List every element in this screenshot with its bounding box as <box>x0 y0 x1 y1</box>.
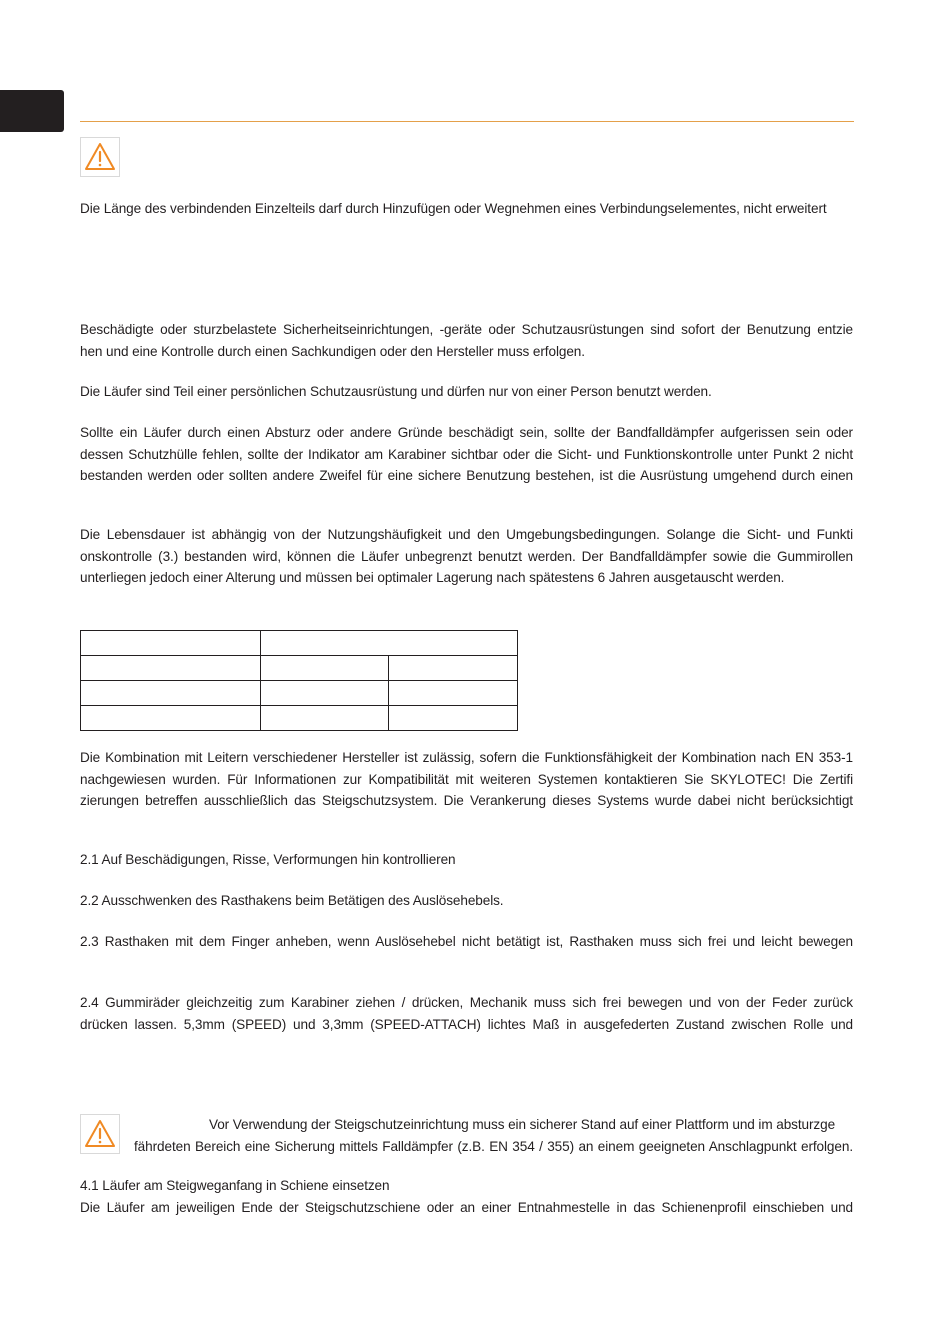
check-item-2-4: 2.4 Gummiräder gleichzeitig zum Karabiner ziehen / drücken, Mechanik muss sich frei bewegen und von der Feder zurück drücken lassen. 5,3mm (SPEED) und 3,3mm (SPEED-ATTACH) lichtes Maß in ausgefederten Zustand zwischen Rolle und <box>80 995 853 1032</box>
table-row <box>81 656 518 681</box>
paragraph-damaged-equipment: Beschädigte oder sturzbelastete Sicherheitseinrichtungen, -geräte oder Schutzausrüstungen sind sofort der Benutzung entzie hen und eine Kontrolle durch einen Sachkundigen oder den Hersteller muss erfolgen. <box>80 322 853 359</box>
table-cell <box>261 681 389 706</box>
table-row <box>81 706 518 731</box>
table-row <box>81 631 518 656</box>
paragraph-single-person: Die Läufer sind Teil einer persönlichen Schutzausrüstung und dürfen nur von einer Person benutzt werden. <box>80 384 712 399</box>
table-cell <box>81 656 261 681</box>
table-cell <box>81 631 261 656</box>
paragraph-ladder-combination: Die Kombination mit Leitern verschiedener Hersteller ist zulässig, sofern die Funktionsfähigkeit der Kombination nach EN 353-1 nachgewiesen wurden. Für Informationen zur Kompatibilität mit weiteren Systemen kontaktieren Sie SKYLOTEC! Die Zertifi zierungen betreffen ausschließlich das Steigschutzsystem. Die Verankerung dieses Systems wurde dabei nicht berücksichtigt <box>80 750 853 808</box>
warning-usage-notice: Vor Verwendung der Steigschutzeinrichtung muss ein sicherer Stand auf einer Plattform und im absturzge fährdeten Bereich eine Sicherung mittels Falldämpfer (z.B. EN 354 / 355) an einem geeigneten Anschlagpunkt erfolgen. <box>134 1117 853 1154</box>
table-cell <box>81 706 261 731</box>
table-cell <box>389 656 518 681</box>
paragraph-insert-runner: 4.1 Läufer am Steigweganfang in Schiene einsetzen Die Läufer am jeweiligen Ende der Steigschutzschiene oder an einer Entnahmestelle in das Schienenprofil einschieben und <box>80 1178 853 1215</box>
check-item-2-2: 2.2 Ausschwenken des Rasthakens beim Betätigen des Auslösehebels. <box>80 893 504 908</box>
warning-triangle-icon <box>80 1114 120 1154</box>
header-rule <box>80 121 854 122</box>
table-cell <box>389 706 518 731</box>
table-row <box>81 681 518 706</box>
table-cell <box>261 631 518 656</box>
check-item-2-1: 2.1 Auf Beschädigungen, Risse, Verformungen hin kontrollieren <box>80 852 456 867</box>
paragraph-connector-length: Die Länge des verbindenden Einzelteils darf durch Hinzufügen oder Wegnehmen eines Verbindungselementes, nicht erweitert <box>80 201 827 216</box>
page-tab-marker <box>0 90 64 132</box>
table-cell <box>261 706 389 731</box>
table-cell <box>389 681 518 706</box>
check-item-2-3: 2.3 Rasthaken mit dem Finger anheben, wenn Auslösehebel nicht betätigt ist, Rasthaken muss sich frei und leicht bewegen <box>80 934 853 949</box>
compatibility-table <box>80 630 518 731</box>
paragraph-fall-damage: Sollte ein Läufer durch einen Absturz oder andere Gründe beschädigt sein, sollte der Bandfalldämpfer aufgerissen sein oder dessen Schutzhülle fehlen, sollte der Indikator am Karabiner sichtbar oder die Sicht- und Funktionskontrolle unter Punkt 2 nicht bestanden werden oder sollten andere Zweifel für eine sichere Benutzung bestehen, ist die Ausrüstung umgehend durch einen <box>80 425 853 483</box>
paragraph-service-life: Die Lebensdauer ist abhängig von der Nutzungshäufigkeit und den Umgebungsbedingungen. Solange die Sicht- und Funkti onskontrolle (3.) bestanden wird, können die Läufer unbegrenzt benutzt werden. Der Bandfalldämpfer sowie die Gummirollen unterliegen jedoch einer Alterung und müssen bei optimaler Lagerung nach spätestens 6 Jahren ausgetauscht werden. <box>80 527 853 585</box>
table-cell <box>261 656 389 681</box>
warning-triangle-icon <box>80 137 120 177</box>
table-cell <box>81 681 261 706</box>
